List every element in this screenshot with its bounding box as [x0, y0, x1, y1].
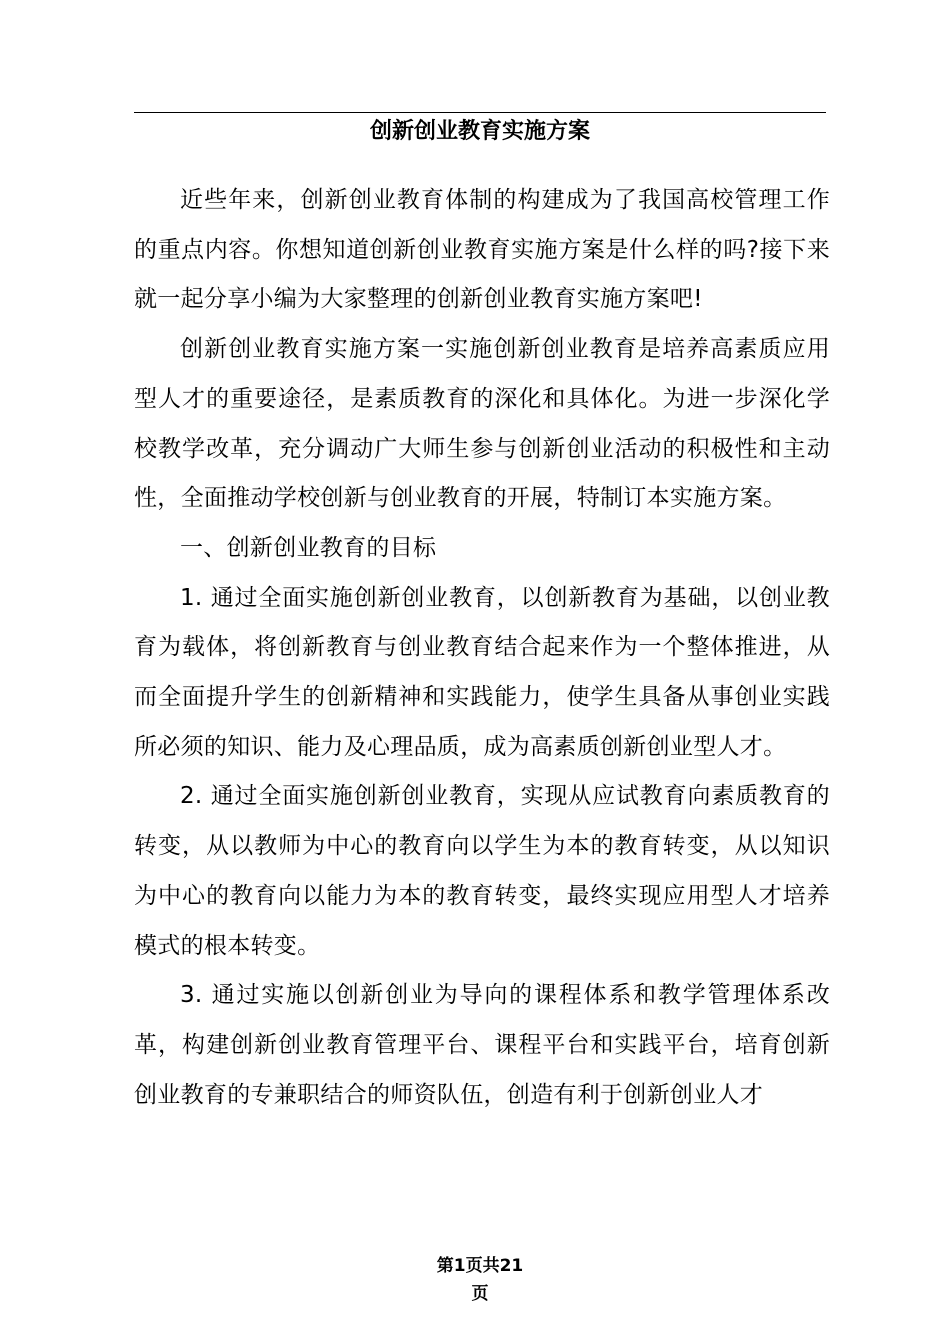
page-number-line2: 页: [471, 1284, 489, 1304]
header-rule: [134, 112, 826, 113]
goal-item-2: 2. 通过全面实施创新创业教育，实现从应试教育向素质教育的转变，从以教师为中心的教育向以学生为本的教育转变，从以知识为中心的教育向以能力为本的教育转变，最终实现应用型人才培养模式的根本转变。: [134, 783, 830, 959]
document-title: 创新创业教育实施方案: [369, 119, 590, 144]
page-number-line1: 第1页共21: [436, 1256, 524, 1276]
document-body: [134, 176, 830, 1120]
intro-paragraph: 近些年来，创新创业教育体制的构建成为了我国高校管理工作的重点内容。你想知道创新创业教育实施方案是什么样的吗?接下来就一起分享小编为大家整理的创新创业教育实施方案吧!: [134, 187, 830, 313]
goal-item-3: 3. 通过实施以创新创业为导向的课程体系和教学管理体系改革，构建创新创业教育管理平台、课程平台和实践平台，培育创新创业教育的专兼职结合的师资队伍，创造有利于创新创业人才: [134, 982, 830, 1108]
section-heading: 一、创新创业教育的目标: [180, 534, 437, 561]
overview-paragraph: 创新创业教育实施方案一实施创新创业教育是培养高素质应用型人才的重要途径，是素质教育的深化和具体化。为进一步深化学校教学改革，充分调动广大师生参与创新创业活动的积极性和主动性，全面推动学校创新与创业教育的开展，特制订本实施方案。: [134, 336, 830, 512]
page-footer: [380, 1252, 580, 1308]
goal-item-1: 1. 通过全面实施创新创业教育，以创新教育为基础，以创业教育为载体，将创新教育与创业教育结合起来作为一个整体推进，从而全面提升学生的创新精神和实践能力，使学生具备从事创业实践所必须的知识、能力及心理品质，成为高素质创新创业型人才。: [134, 584, 830, 760]
